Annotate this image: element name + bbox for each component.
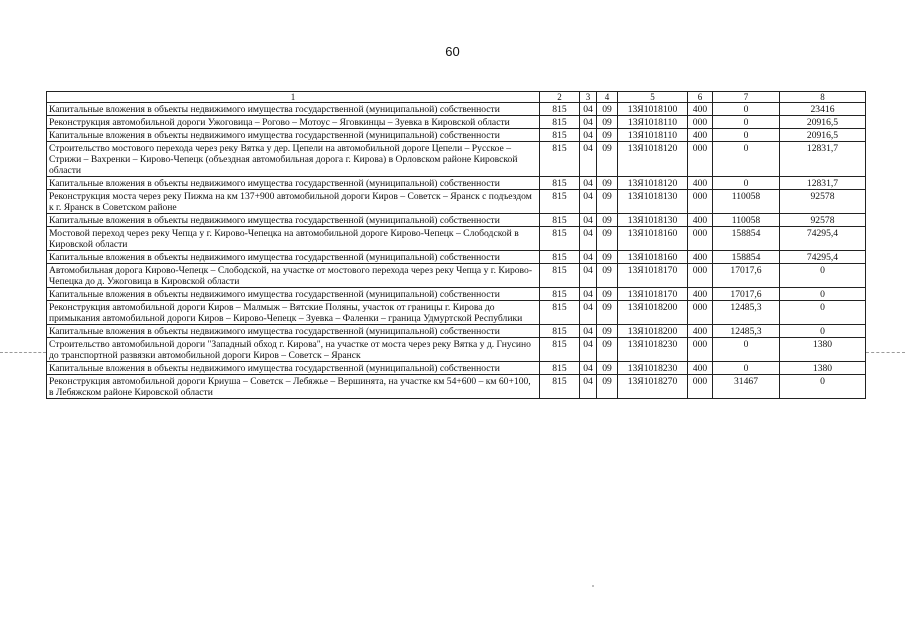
row-col6-cell: 000 [688,264,713,288]
row-name-cell: Реконструкция автомобильной дороги Ужоговица – Рогово – Мотоус – Яговкинцы – Зуевка в Кировской области [47,116,540,129]
row-col6-cell: 000 [688,142,713,177]
header-col-1: 1 [47,92,540,103]
row-col5-cell: 13Я1018230 [618,338,688,362]
row-col8-cell: 0 [780,301,866,325]
row-col7-cell: 0 [713,362,780,375]
row-col8-cell: 20916,5 [780,129,866,142]
row-col4-cell: 09 [597,103,618,116]
header-col-8: 8 [780,92,866,103]
row-col2-cell: 815 [540,362,580,375]
row-col8-cell: 74295,4 [780,251,866,264]
row-col7-cell: 0 [713,338,780,362]
row-col7-cell: 0 [713,129,780,142]
row-col4-cell: 09 [597,325,618,338]
row-col3-cell: 04 [580,190,597,214]
table-row [47,142,866,177]
row-col5-cell: 13Я1018230 [618,362,688,375]
row-col3-cell: 04 [580,251,597,264]
row-col3-cell: 04 [580,103,597,116]
row-name-cell: Реконструкция автомобильной дороги Криуша – Советск – Лебяжье – Вершинята, на участке км 54+600 – км 60+100, в Лебяжском районе Кировской области [47,375,540,399]
row-col8-cell: 0 [780,375,866,399]
row-col6-cell: 400 [688,325,713,338]
row-col6-cell: 000 [688,338,713,362]
row-col5-cell: 13Я1018200 [618,301,688,325]
row-col2-cell: 815 [540,251,580,264]
row-col2-cell: 815 [540,288,580,301]
row-col3-cell: 04 [580,325,597,338]
row-col4-cell: 09 [597,177,618,190]
row-col6-cell: 400 [688,288,713,301]
row-col5-cell: 13Я1018110 [618,129,688,142]
row-col6-cell: 400 [688,129,713,142]
table-row [47,227,866,251]
row-col8-cell: 0 [780,264,866,288]
table-row [47,338,866,362]
row-col4-cell: 09 [597,375,618,399]
header-col-6: 6 [688,92,713,103]
row-col6-cell: 400 [688,214,713,227]
row-col4-cell: 09 [597,190,618,214]
table-row [47,301,866,325]
row-col3-cell: 04 [580,214,597,227]
row-col7-cell: 12485,3 [713,301,780,325]
row-name-cell: Капитальные вложения в объекты недвижимого имущества государственной (муниципальной) собственности [47,177,540,190]
row-col7-cell: 110058 [713,214,780,227]
row-col7-cell: 158854 [713,251,780,264]
row-col8-cell: 92578 [780,190,866,214]
row-col5-cell: 13Я1018170 [618,264,688,288]
row-col3-cell: 04 [580,264,597,288]
header-col-4: 4 [597,92,618,103]
table-row [47,375,866,399]
row-col2-cell: 815 [540,301,580,325]
row-col5-cell: 13Я1018100 [618,103,688,116]
row-col3-cell: 04 [580,301,597,325]
row-col6-cell: 000 [688,227,713,251]
row-name-cell: Строительство автомобильной дороги "Западный обход г. Кирова", на участке от моста через реку Вятка у д. Гнусино до транспортной развязки автомобильной дороги Киров – Советск – Яранск [47,338,540,362]
row-col3-cell: 04 [580,375,597,399]
row-col2-cell: 815 [540,338,580,362]
row-col5-cell: 13Я1018270 [618,375,688,399]
row-col5-cell: 13Я1018160 [618,251,688,264]
row-name-cell: Капитальные вложения в объекты недвижимого имущества государственной (муниципальной) собственности [47,103,540,116]
row-col2-cell: 815 [540,129,580,142]
row-col6-cell: 000 [688,375,713,399]
row-name-cell: Капитальные вложения в объекты недвижимого имущества государственной (муниципальной) собственности [47,325,540,338]
row-col3-cell: 04 [580,288,597,301]
header-col-5: 5 [618,92,688,103]
row-name-cell: Капитальные вложения в объекты недвижимого имущества государственной (муниципальной) собственности [47,288,540,301]
table-row [47,264,866,288]
row-col4-cell: 09 [597,129,618,142]
row-col2-cell: 815 [540,375,580,399]
row-col6-cell: 400 [688,362,713,375]
table-row [47,325,866,338]
row-col6-cell: 000 [688,190,713,214]
row-col3-cell: 04 [580,227,597,251]
row-col4-cell: 09 [597,362,618,375]
row-col4-cell: 09 [597,301,618,325]
row-col5-cell: 13Я1018120 [618,142,688,177]
row-col6-cell: 000 [688,301,713,325]
table-row [47,103,866,116]
row-col8-cell: 0 [780,325,866,338]
row-col7-cell: 17017,6 [713,264,780,288]
row-col2-cell: 815 [540,190,580,214]
row-col6-cell: 400 [688,177,713,190]
budget-table [46,91,866,399]
row-name-cell: Капитальные вложения в объекты недвижимого имущества государственной (муниципальной) собственности [47,129,540,142]
row-col3-cell: 04 [580,362,597,375]
row-col8-cell: 23416 [780,103,866,116]
row-col3-cell: 04 [580,116,597,129]
row-col2-cell: 815 [540,227,580,251]
row-col4-cell: 09 [597,227,618,251]
header-col-7: 7 [713,92,780,103]
row-col8-cell: 12831,7 [780,142,866,177]
row-col7-cell: 12485,3 [713,325,780,338]
table-row [47,129,866,142]
row-col4-cell: 09 [597,288,618,301]
page-number: 60 [445,44,460,59]
table-row [47,362,866,375]
row-col8-cell: 0 [780,288,866,301]
row-col7-cell: 31467 [713,375,780,399]
row-col2-cell: 815 [540,325,580,338]
row-col3-cell: 04 [580,129,597,142]
row-col4-cell: 09 [597,338,618,362]
row-col3-cell: 04 [580,142,597,177]
row-col8-cell: 12831,7 [780,177,866,190]
row-col2-cell: 815 [540,116,580,129]
row-col6-cell: 000 [688,116,713,129]
row-col5-cell: 13Я1018200 [618,325,688,338]
row-col4-cell: 09 [597,251,618,264]
row-col5-cell: 13Я1018120 [618,177,688,190]
row-col7-cell: 0 [713,177,780,190]
row-col2-cell: 815 [540,264,580,288]
row-col5-cell: 13Я1018160 [618,227,688,251]
row-name-cell: Капитальные вложения в объекты недвижимого имущества государственной (муниципальной) собственности [47,214,540,227]
row-col5-cell: 13Я1018110 [618,116,688,129]
row-col8-cell: 1380 [780,338,866,362]
table-row [47,116,866,129]
row-col6-cell: 400 [688,103,713,116]
table-row [47,177,866,190]
scan-artifact-right [866,352,905,353]
row-col7-cell: 17017,6 [713,288,780,301]
row-col2-cell: 815 [540,214,580,227]
table-row [47,251,866,264]
row-col6-cell: 400 [688,251,713,264]
row-col7-cell: 0 [713,103,780,116]
row-name-cell: Автомобильная дорога Кирово-Чепецк – Слободской, на участке от мостового перехода через реку Чепца у г. Кирово-Чепецка до д. Ужоговица в Кировской области [47,264,540,288]
row-col8-cell: 1380 [780,362,866,375]
row-col4-cell: 09 [597,142,618,177]
row-col8-cell: 74295,4 [780,227,866,251]
header-col-3: 3 [580,92,597,103]
row-col3-cell: 04 [580,338,597,362]
row-col2-cell: 815 [540,103,580,116]
row-name-cell: Мостовой переход через реку Чепца у г. Кирово-Чепецка на автомобильной дороге Кирово-Чепецк – Слободской в Кировской области [47,227,540,251]
table-row [47,190,866,214]
row-col4-cell: 09 [597,264,618,288]
header-col-2: 2 [540,92,580,103]
header-row [47,92,866,103]
row-col7-cell: 110058 [713,190,780,214]
row-col7-cell: 0 [713,142,780,177]
table-row [47,214,866,227]
table-body [47,103,866,399]
row-col3-cell: 04 [580,177,597,190]
scan-dot [592,585,594,587]
row-col4-cell: 09 [597,214,618,227]
row-col7-cell: 0 [713,116,780,129]
row-col8-cell: 20916,5 [780,116,866,129]
row-col2-cell: 815 [540,177,580,190]
scan-artifact-left [0,352,46,353]
row-col4-cell: 09 [597,116,618,129]
row-col7-cell: 158854 [713,227,780,251]
row-col8-cell: 92578 [780,214,866,227]
row-name-cell: Капитальные вложения в объекты недвижимого имущества государственной (муниципальной) собственности [47,251,540,264]
table-row [47,288,866,301]
row-name-cell: Реконструкция автомобильной дороги Киров – Малмыж – Вятские Поляны, участок от границы г. Кирова до примыкания автомобильной дороги Киров – Кирово-Чепецк – Зуевка – Фаленки – граница Удмуртской Республики [47,301,540,325]
row-col5-cell: 13Я1018130 [618,214,688,227]
row-name-cell: Строительство мостового перехода через реку Вятка у дер. Цепели на автомобильной дороге Цепели – Русское – Стрижи – Вахренки – Кирово-Чепецк (объездная автомобильная дорога г. Кирова) в Орловском районе Кировской области [47,142,540,177]
row-name-cell: Капитальные вложения в объекты недвижимого имущества государственной (муниципальной) собственности [47,362,540,375]
row-col2-cell: 815 [540,142,580,177]
row-name-cell: Реконструкция моста через реку Пижма на км 137+900 автомобильной дороги Киров – Советск – Яранск с подъездом к г. Яранск в Советском районе [47,190,540,214]
row-col5-cell: 13Я1018130 [618,190,688,214]
row-col5-cell: 13Я1018170 [618,288,688,301]
